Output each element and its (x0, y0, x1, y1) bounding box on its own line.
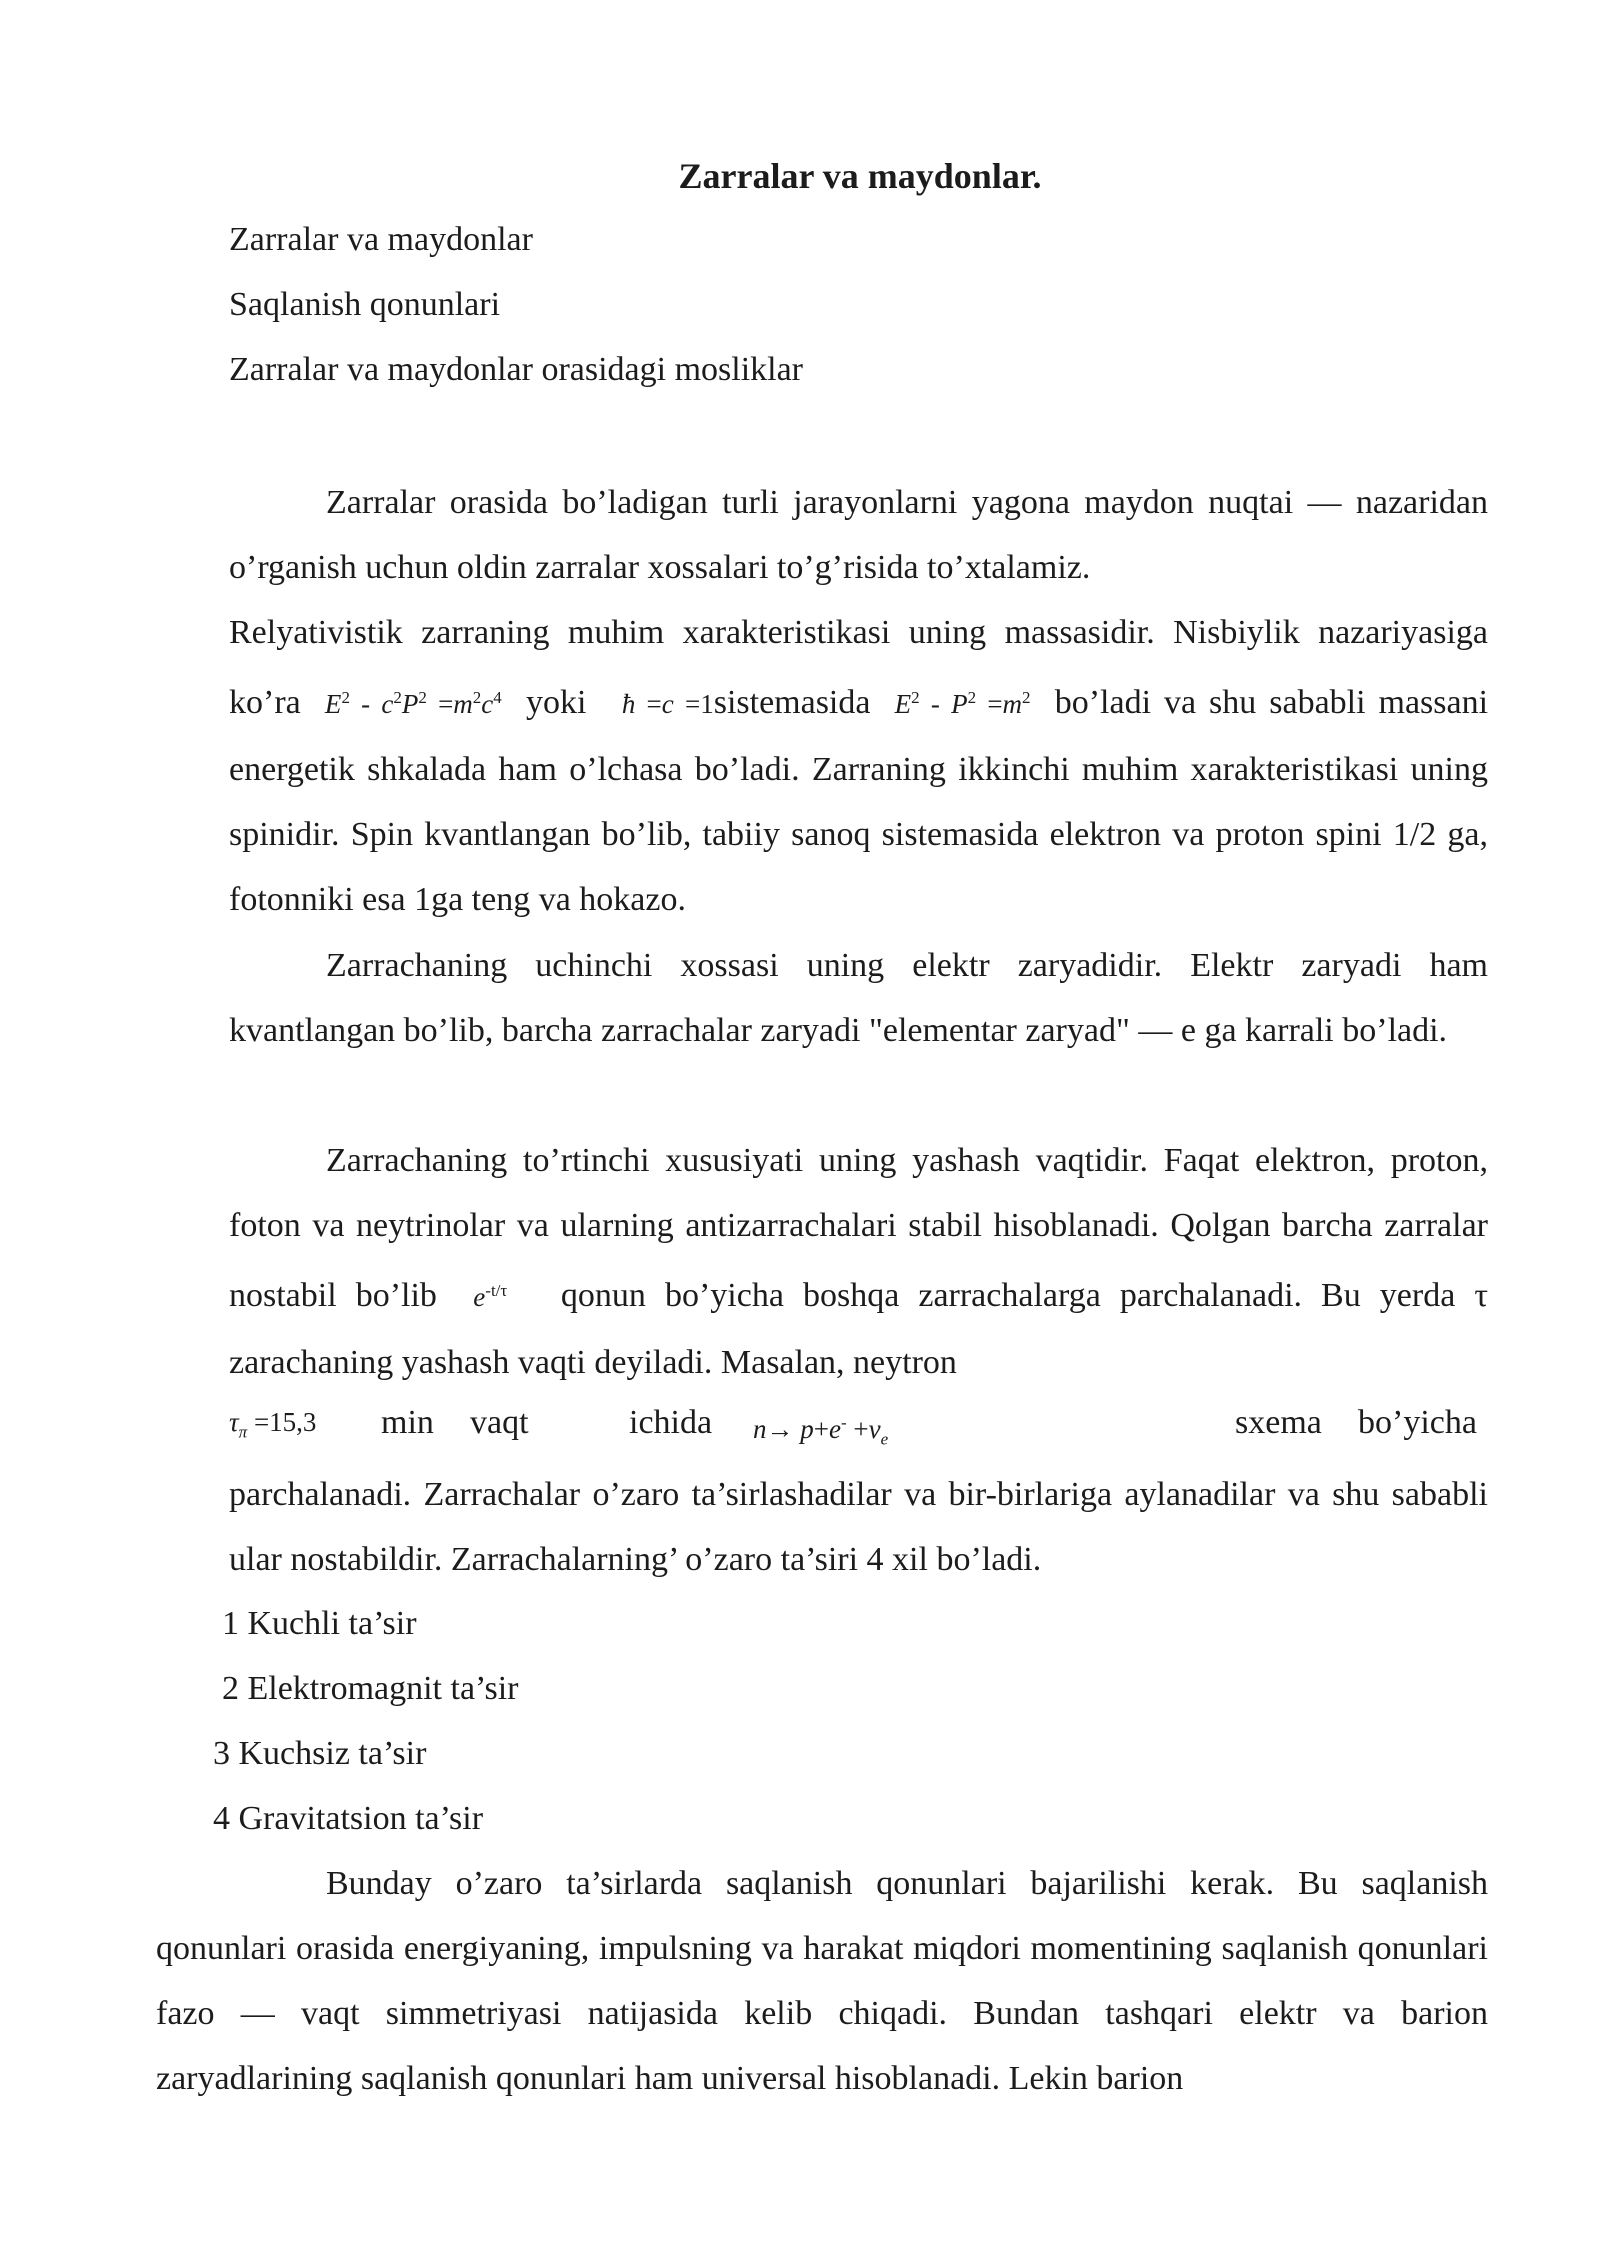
formula-decay-law: $e^{-t/\tau}$ (456, 1281, 508, 1312)
row-word-sxema: sxema (1235, 1404, 1322, 1441)
paragraph-5: Bunday o’zaro ta’sirlarda saqlanish qonunlari bajarilishi kerak. Bu saqlanish qonunlari orasida energiyaning, impulsning va harakat miqdori momentining saqlanish qonunlari fazo — vaqt simmetriyasi natijasida kelib chiqadi. Bundan tashqari elektr va barion zaryadlarining saqlanish qonunlari ham universal hisoblanadi. Lekin barion (156, 1865, 1488, 2097)
paragraph-4 (229, 1128, 1488, 1395)
list-item: 3 Kuchsiz ta’sir (213, 1735, 427, 1772)
paragraph-2-part-a: Relyativistik zarraning muhim xarakteristikasi uning massasidir. Nisbiylik nazariyasiga ko’ra (229, 614, 1488, 721)
paragraph-4-part-b: qonun bo’yicha boshqa zarrachalarga parchalanadi. Bu yerda τ zarachaning yashash vaqti deyiladi. Masalan, neytron (229, 1277, 1489, 1381)
list-item: 2 Elektromagnit ta’sir (222, 1670, 519, 1707)
paragraph-1: Zarralar orasida bo’ladigan turli jarayonlarni yagona maydon nuqtai — nazaridan o’rganish uchun oldin zarralar xossalari to’g’risida to’xtalamiz. (229, 484, 1488, 586)
list-item: 4 Gravitatsion ta’sir (213, 1800, 484, 1837)
paragraph-3: Zarrachaning uchinchi xossasi uning elektr zaryadidir. Elektr zaryadi ham kvantlangan bo’lib, barcha zarrachalar zaryadi "elementar zaryad" — e ga karrali bo’ladi. (229, 947, 1488, 1049)
paragraph-4-part-a: Zarrachaning to’rtinchi xususiyati uning yashash vaqtidir. Faqat elektron, proton, foton va neytrinolar va ularning antizarrachalari stabil hisoblanadi. Qolgan barcha zarralar nostabil bo’lib (229, 1142, 1488, 1314)
row-word-vaqt: vaqt (470, 1404, 529, 1441)
row-word-min: min (381, 1404, 434, 1441)
list-item: 1 Kuchli ta’sir (222, 1605, 417, 1642)
formula-natural-units: ħ =c =1 (599, 689, 714, 719)
paragraph-2-part-c: sistemasida (713, 684, 871, 721)
formula-neutron-decay: $n\to p+e^- +\nu_e$ (753, 1413, 889, 1449)
toc-item-2: Saqlanish qonunlari (229, 286, 501, 323)
toc-item-3: Zarralar va maydonlar orasidagi mosliklar (229, 351, 803, 388)
row-word-ichida: ichida (629, 1404, 713, 1441)
formula-mass-relation: $E^2 - P^2 =m^2$ (883, 688, 1031, 719)
formula-neutron-lifetime: $\tau_\pi =15,3$ (229, 1407, 317, 1442)
row-word-boyicha: bo’yicha (1358, 1404, 1477, 1441)
paragraph-4-continued: parchalanadi. Zarrachalar o’zaro ta’sirlashadilar va bir-birlariga aylanadilar va shu sababli ular nostabildir. Zarrachalarning’ o’zaro ta’siri 4 xil bo’ladi. (229, 1476, 1488, 1578)
formula-energy-momentum: $E^2 - c^2P^2 =m^2c^4$ (313, 688, 502, 719)
paragraph-2-part-d: bo’ladi va shu sababli massani energetik shkalada ham o’lchasa bo’ladi. Zarraning ikkinchi muhim xarakteristikasi uning spinidir. Spin kvantlangan bo’lib, tabiiy sanoq sistemasida elektron va proton spini 1/2 ga, fotonniki esa 1ga teng va hokazo. (229, 684, 1489, 918)
paragraph-2-part-b: yoki (525, 684, 587, 721)
page-title: Zarralar va maydonlar. (678, 156, 1042, 196)
toc-item-1: Zarralar va maydonlar (229, 221, 533, 258)
paragraph-2 (229, 600, 1488, 932)
